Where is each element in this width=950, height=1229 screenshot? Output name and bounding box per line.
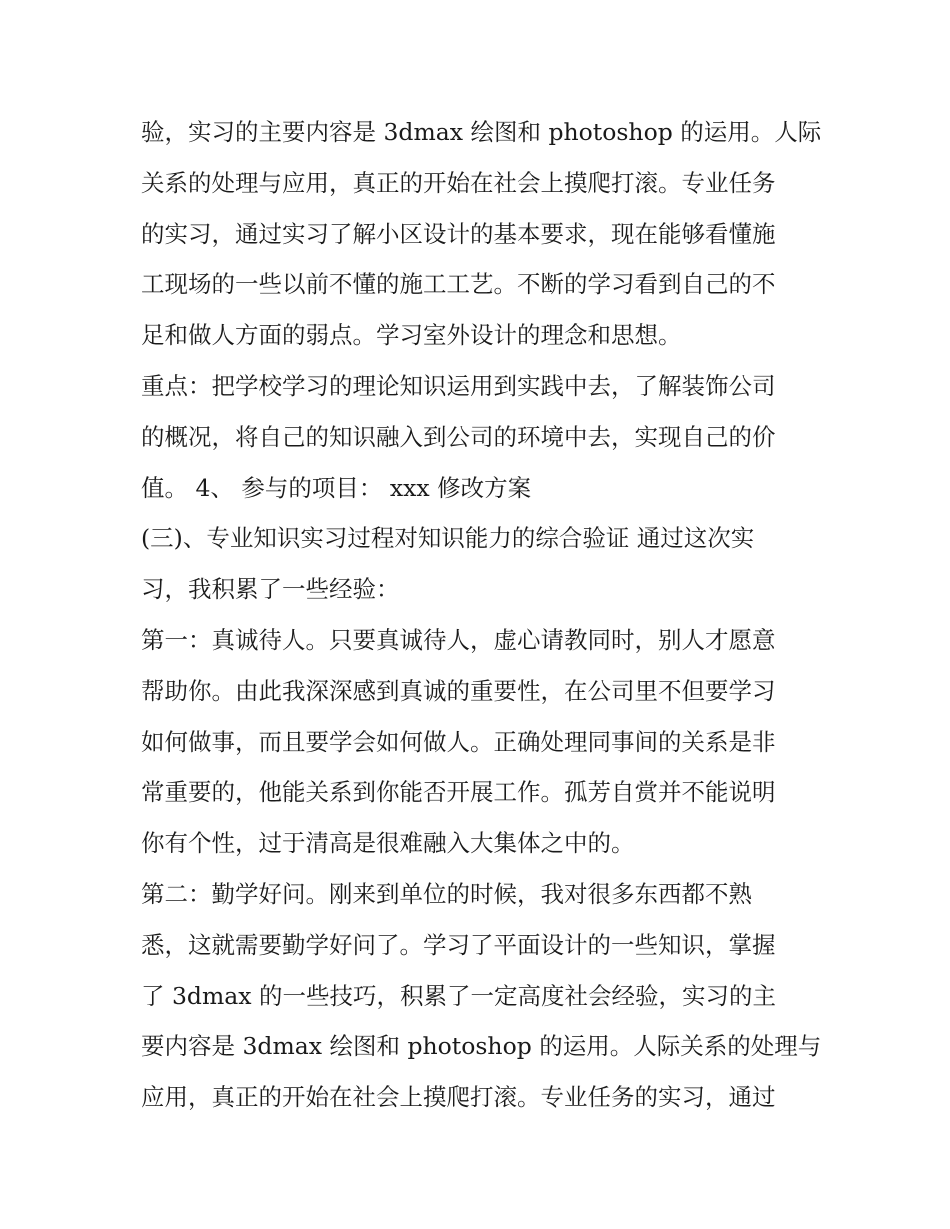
text-line: 工现场的一些以前不懂的施工工艺。不断的学习看到自己的不 (141, 270, 776, 299)
text-line: 如何做事，而且要学会如何做人。正确处理同事间的关系是非 (141, 727, 776, 756)
text-line: (三)、专业知识实习过程对知识能力的综合验证 通过这次实 (141, 524, 755, 553)
text-line: 的概况，将自己的知识融入到公司的环境中去，实现自己的价 (141, 422, 776, 451)
text-line: 关系的处理与应用，真正的开始在社会上摸爬打滚。专业任务 (141, 168, 776, 197)
text-line: 了 3dmax 的一些技巧，积累了一定高度社会经验，实习的主 (141, 981, 776, 1010)
text-line: 要内容是 3dmax 绘图和 photoshop 的运用。人际关系的处理与 (141, 1032, 822, 1061)
text-line: 应用，真正的开始在社会上摸爬打滚。专业任务的实习，通过 (141, 1083, 776, 1112)
text-line: 值。 4、 参与的项目： xxx 修改方案 (141, 473, 532, 502)
text-line: 常重要的，他能关系到你能否开展工作。孤芳自赏并不能说明 (141, 778, 776, 807)
text-line: 足和做人方面的弱点。学习室外设计的理念和思想。 (141, 321, 682, 350)
text-line: 验，实习的主要内容是 3dmax 绘图和 photoshop 的运用。人际 (141, 118, 822, 146)
text-line: 第二：勤学好问。刚来到单位的时候，我对很多东西都不熟 (141, 879, 752, 908)
text-line: 第一：真诚待人。只要真诚待人，虚心请教同时，别人才愿意 (141, 625, 776, 654)
text-line: 你有个性，过于清高是很难融入大集体之中的。 (141, 829, 635, 858)
text-line: 习，我积累了一些经验： (141, 575, 400, 604)
document-body (141, 107, 821, 1123)
text-line: 的实习，通过实习了解小区设计的基本要求，现在能够看懂施 (141, 219, 776, 248)
text-line: 帮助你。由此我深深感到真诚的重要性，在公司里不但要学习 (141, 676, 776, 705)
text-line: 重点：把学校学习的理论知识运用到实践中去，了解装饰公司 (141, 371, 776, 400)
text-line: 悉，这就需要勤学好问了。学习了平面设计的一些知识，掌握 (141, 930, 776, 959)
